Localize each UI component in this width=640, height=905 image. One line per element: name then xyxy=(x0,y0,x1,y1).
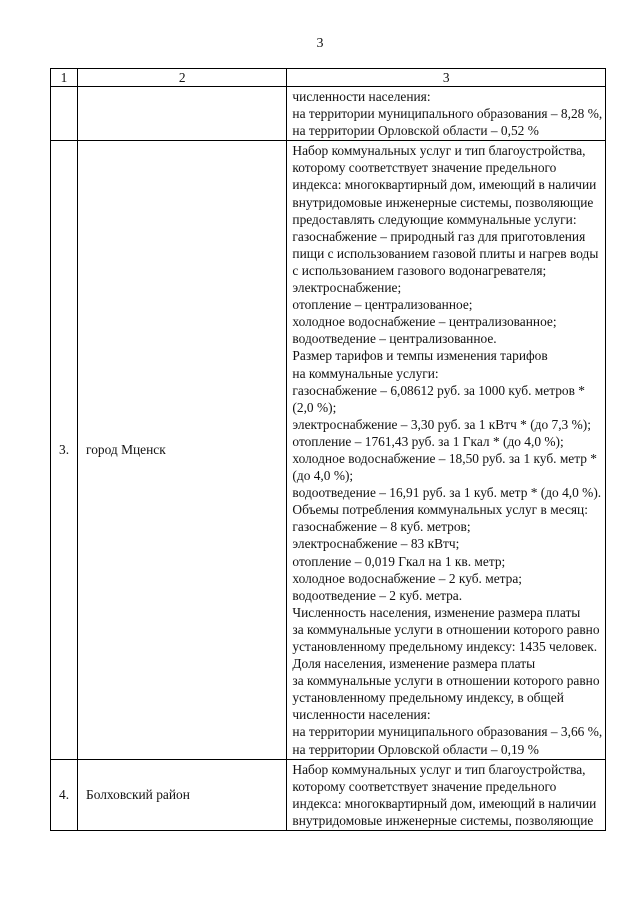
description-line: которому соответствует значение предельного xyxy=(292,778,557,794)
description-line: Размер тарифов и темпы изменения тарифов xyxy=(292,348,548,364)
table-header-row xyxy=(51,69,606,87)
description-line: численности населения: xyxy=(292,89,431,104)
description-line: (до 4,0 %); xyxy=(292,468,354,484)
row-description xyxy=(287,141,606,759)
description-line: газоснабжение – 6,08612 руб. за 1000 куб. метров * xyxy=(292,382,585,398)
description-line: водоотведение – централизованное. xyxy=(292,331,497,347)
row-number: 4. xyxy=(51,759,78,830)
description-line: внутридомовые инженерные системы, позволяющие xyxy=(292,812,594,828)
row-municipality xyxy=(78,87,287,141)
header-cell-3: 3 xyxy=(287,69,606,87)
row-number: 3. xyxy=(51,141,78,759)
description-line: на территории Орловской области – 0,19 % xyxy=(292,741,539,757)
table-row-mtsensk xyxy=(51,141,606,759)
description-line: холодное водоснабжение – 2 куб. метра; xyxy=(292,570,523,586)
row-description xyxy=(287,759,606,830)
description-line: индекса: многоквартирный дом, имеющий в наличии xyxy=(292,795,597,811)
header-cell-2: 2 xyxy=(78,69,287,87)
description-line: установленному предельному индексу, в общей xyxy=(292,690,564,706)
description-line: с использованием газового водонагревателя; xyxy=(292,262,547,278)
table-row-bolkhov xyxy=(51,759,606,830)
description-line: Набор коммунальных услуг и тип благоустройства, xyxy=(292,143,586,159)
description-line: на территории муниципального образования – 3,66 %, xyxy=(292,724,603,740)
description-line: предоставлять следующие коммунальные услуги: xyxy=(292,211,577,227)
page-number: 3 xyxy=(316,36,324,51)
row-municipality: Болховский район xyxy=(78,759,287,830)
description-line: Доля населения, изменение размера платы xyxy=(292,656,536,672)
description-line: электроснабжение – 83 кВтч; xyxy=(292,536,460,552)
header-cell-1: 1 xyxy=(51,69,78,87)
description-line: Набор коммунальных услуг и тип благоустройства, xyxy=(292,761,586,777)
description-line: установленному предельному индексу: 1435 человек. xyxy=(292,639,598,654)
description-line: за коммунальные услуги в отношении которого равно xyxy=(292,673,600,689)
description-line: отопление – 0,019 Гкал на 1 кв. метр; xyxy=(292,553,506,569)
description-line: индекса: многоквартирный дом, имеющий в наличии xyxy=(292,177,597,193)
description-line: электроснабжение – 3,30 руб. за 1 кВтч * (до 7,3 %); xyxy=(292,416,591,432)
description-line: газоснабжение – природный газ для приготовления xyxy=(292,228,586,244)
description-line: Объемы потребления коммунальных услуг в месяц: xyxy=(292,502,588,518)
row-description xyxy=(287,87,606,141)
description-line: которому соответствует значение предельного xyxy=(292,160,557,176)
description-line: на территории муниципального образования – 8,28 %, xyxy=(292,106,603,122)
description-line: пищи с использованием газовой плиты и нагрев воды xyxy=(292,245,599,261)
description-line: водоотведение – 2 куб. метра. xyxy=(292,587,463,603)
description-line: холодное водоснабжение – 18,50 руб. за 1 куб. метр * xyxy=(292,450,598,466)
row-number xyxy=(51,87,78,141)
description-line: электроснабжение; xyxy=(292,280,402,296)
description-line: на территории Орловской области – 0,52 % xyxy=(292,123,539,139)
description-line: отопление – централизованное; xyxy=(292,297,473,313)
description-line: отопление – 1761,43 руб. за 1 Гкал * (до 4,0 %); xyxy=(292,433,564,449)
description-line: Численность населения, изменение размера платы xyxy=(292,604,581,620)
description-line: за коммунальные услуги в отношении которого равно xyxy=(292,621,600,637)
description-line: холодное водоснабжение – централизованное; xyxy=(292,314,557,330)
tariff-table xyxy=(50,68,606,831)
row-municipality: город Мценск xyxy=(78,141,287,759)
description-line: на коммунальные услуги: xyxy=(292,365,439,381)
description-line: (2,0 %); xyxy=(292,399,337,415)
description-line: внутридомовые инженерные системы, позволяющие xyxy=(292,194,594,210)
description-line: численности населения: xyxy=(292,707,431,723)
description-line: водоотведение – 16,91 руб. за 1 куб. метр * (до 4,0 %). xyxy=(292,485,602,501)
table-row-continuation xyxy=(51,87,606,141)
description-line: газоснабжение – 8 куб. метров; xyxy=(292,519,471,535)
